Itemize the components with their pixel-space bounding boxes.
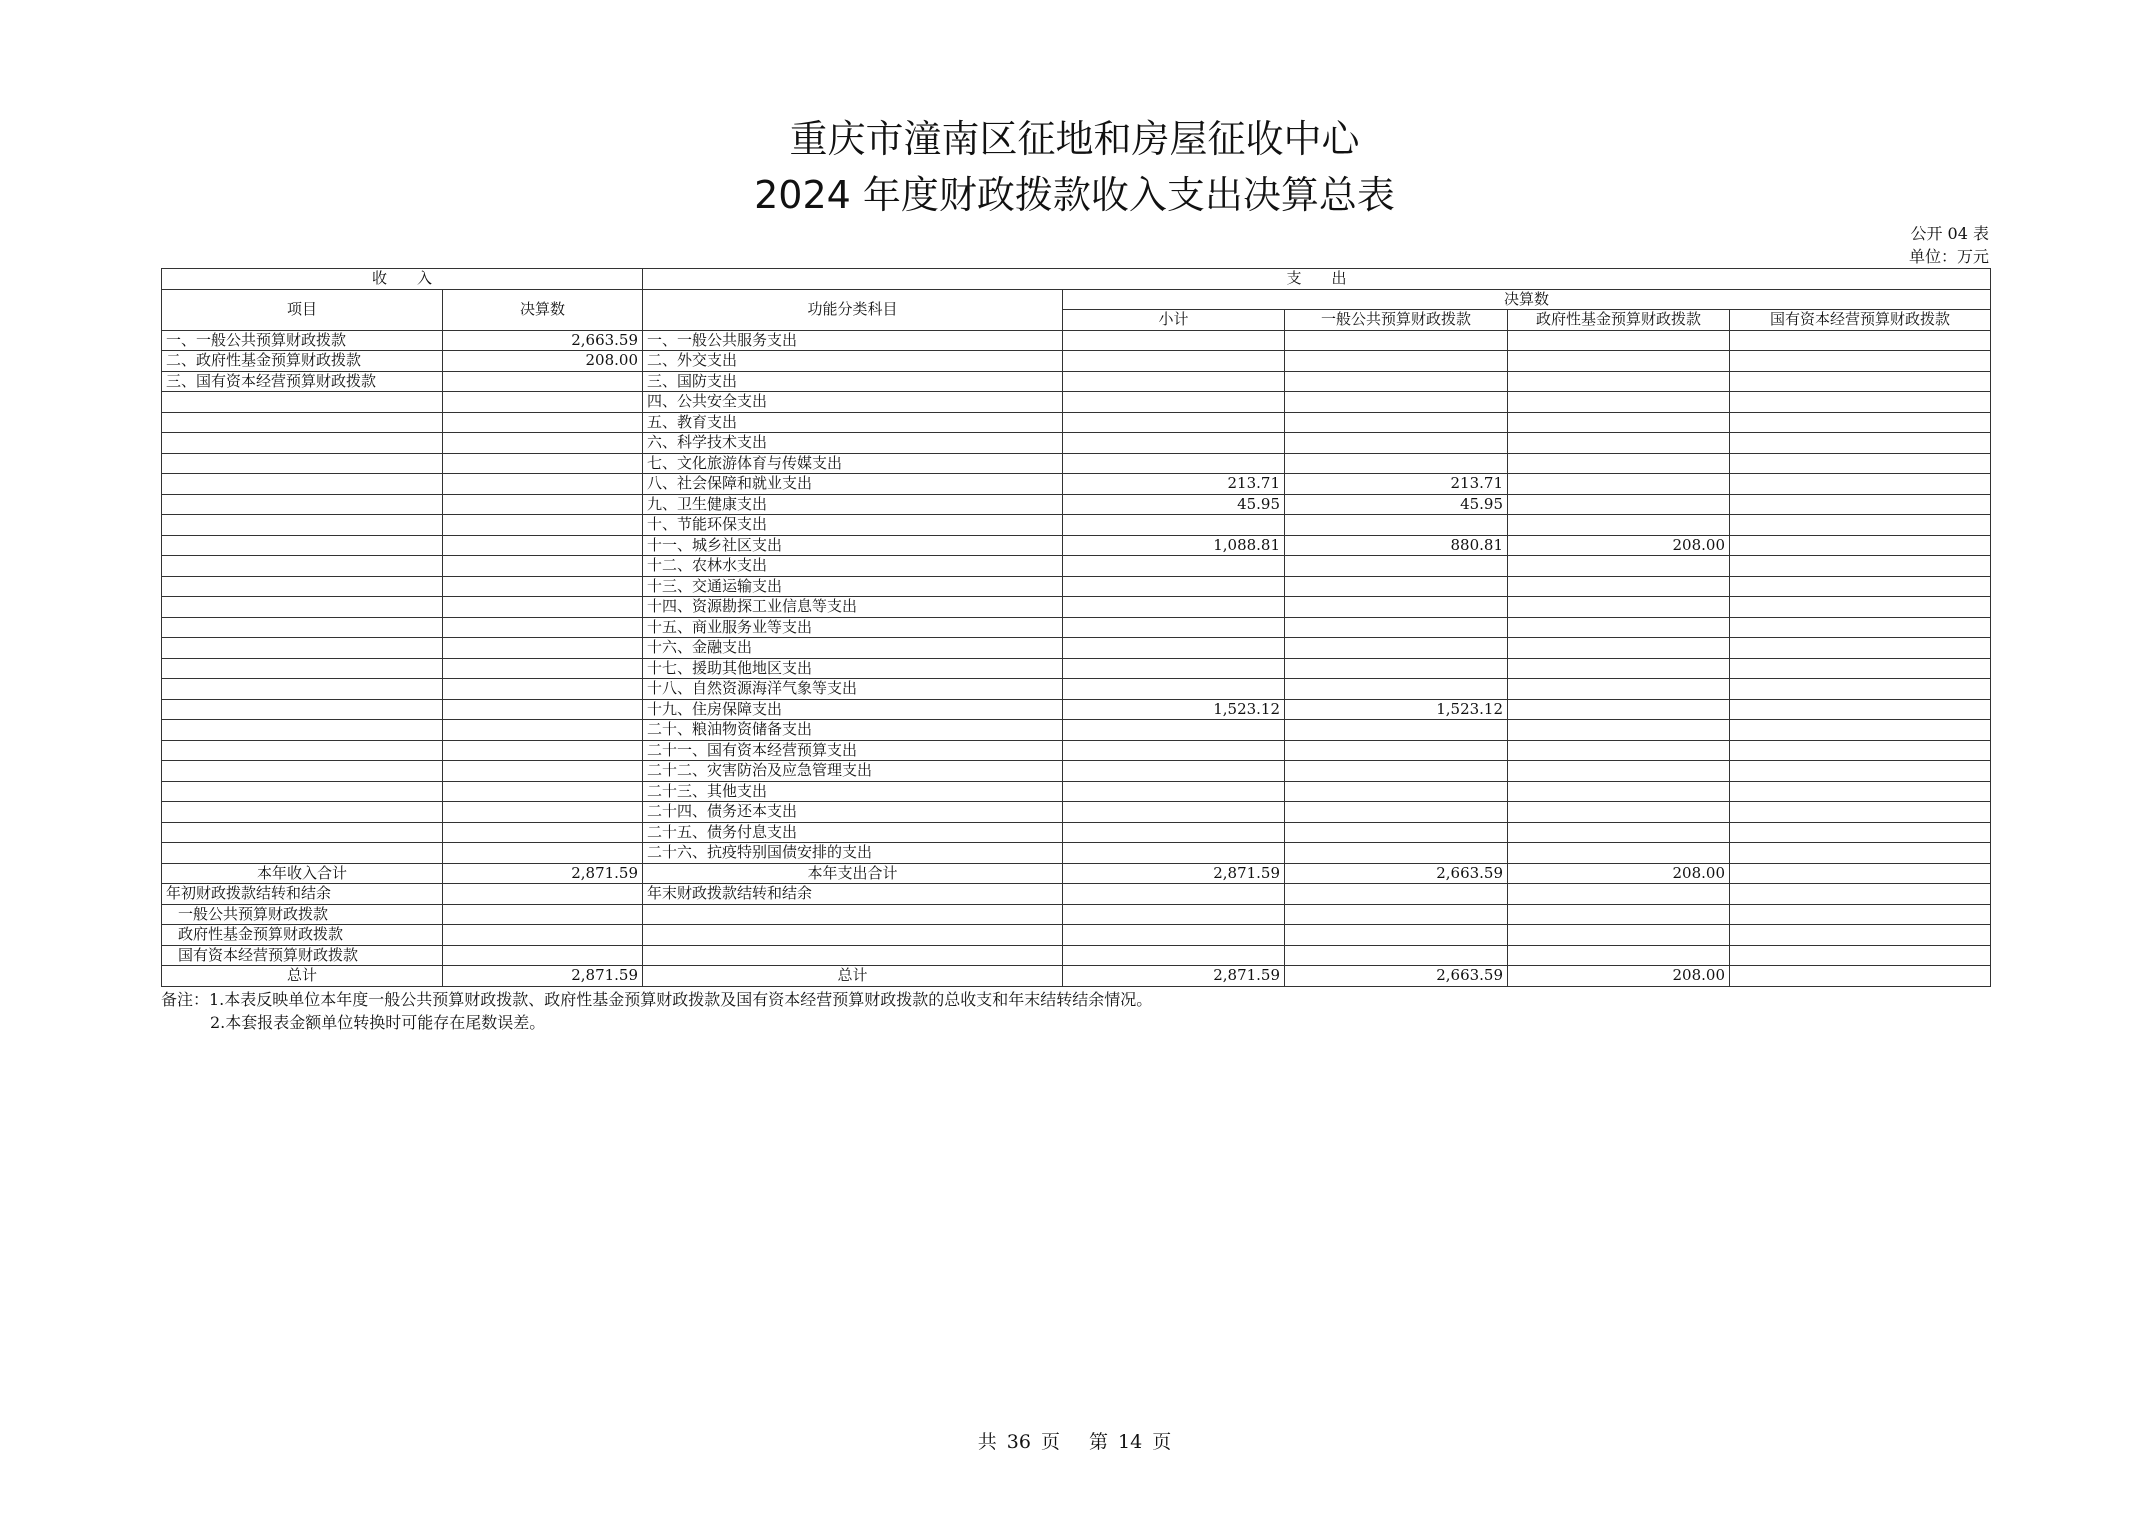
general-budget-cell bbox=[1285, 658, 1508, 679]
gov-fund-cell bbox=[1508, 392, 1730, 413]
table-row bbox=[162, 330, 1991, 351]
state-capital-cell bbox=[1730, 474, 1991, 495]
income-item-cell bbox=[162, 474, 443, 495]
subtotal-cell bbox=[1063, 638, 1285, 659]
gov-fund-cell bbox=[1508, 330, 1730, 351]
col-header-subtotal: 小计 bbox=[1063, 310, 1285, 331]
expense-total-subtotal: 2,871.59 bbox=[1063, 863, 1285, 884]
income-amount-cell bbox=[443, 392, 643, 413]
table-row bbox=[162, 679, 1991, 700]
carry-in-sub-amount bbox=[443, 904, 643, 925]
gov-fund-cell bbox=[1508, 699, 1730, 720]
gov-fund-cell bbox=[1508, 556, 1730, 577]
expense-section-header: 支 出 bbox=[643, 269, 1991, 290]
subtotal-cell: 1,523.12 bbox=[1063, 699, 1285, 720]
income-amount-cell bbox=[443, 617, 643, 638]
general-budget-cell bbox=[1285, 843, 1508, 864]
general-budget-cell bbox=[1285, 330, 1508, 351]
function-category-cell: 二十五、债务付息支出 bbox=[643, 822, 1063, 843]
subtotal-cell bbox=[1063, 658, 1285, 679]
general-budget-cell: 1,523.12 bbox=[1285, 699, 1508, 720]
header-row-columns bbox=[162, 289, 1991, 310]
state-capital-cell bbox=[1730, 330, 1991, 351]
carry-in-sub-amount bbox=[443, 945, 643, 966]
carry-in-subrow bbox=[162, 925, 1991, 946]
subtotal-cell bbox=[1063, 740, 1285, 761]
function-category-cell: 二、外交支出 bbox=[643, 351, 1063, 372]
gov-fund-cell bbox=[1508, 351, 1730, 372]
empty-cell bbox=[643, 925, 1063, 946]
general-budget-cell bbox=[1285, 576, 1508, 597]
carry-out-value bbox=[1508, 884, 1730, 905]
subtotal-cell bbox=[1063, 453, 1285, 474]
table-row bbox=[162, 699, 1991, 720]
income-item-cell bbox=[162, 638, 443, 659]
empty-cell bbox=[1730, 904, 1991, 925]
general-budget-cell bbox=[1285, 720, 1508, 741]
income-amount-cell bbox=[443, 576, 643, 597]
function-category-cell: 十七、援助其他地区支出 bbox=[643, 658, 1063, 679]
grand-total-label-expense: 总计 bbox=[643, 966, 1063, 987]
state-capital-cell bbox=[1730, 802, 1991, 823]
income-amount-cell bbox=[443, 535, 643, 556]
income-item-cell bbox=[162, 453, 443, 474]
empty-cell bbox=[1063, 925, 1285, 946]
function-category-cell: 二十一、国有资本经营预算支出 bbox=[643, 740, 1063, 761]
subtotal-cell bbox=[1063, 412, 1285, 433]
col-header-amount: 决算数 bbox=[443, 289, 643, 330]
function-category-cell: 九、卫生健康支出 bbox=[643, 494, 1063, 515]
table-row bbox=[162, 412, 1991, 433]
table-row bbox=[162, 720, 1991, 741]
general-budget-cell bbox=[1285, 761, 1508, 782]
income-amount-cell bbox=[443, 740, 643, 761]
table-row bbox=[162, 802, 1991, 823]
subtotal-cell bbox=[1063, 617, 1285, 638]
income-item-cell bbox=[162, 761, 443, 782]
empty-cell bbox=[1285, 945, 1508, 966]
state-capital-cell bbox=[1730, 781, 1991, 802]
grand-total-label-income: 总计 bbox=[162, 966, 443, 987]
state-capital-cell bbox=[1730, 679, 1991, 700]
grand-total-income: 2,871.59 bbox=[443, 966, 643, 987]
form-number: 公开 04 表 bbox=[1910, 224, 1989, 243]
table-row bbox=[162, 781, 1991, 802]
subtotal-cell bbox=[1063, 371, 1285, 392]
empty-cell bbox=[1063, 904, 1285, 925]
state-capital-cell bbox=[1730, 371, 1991, 392]
income-amount-cell bbox=[443, 597, 643, 618]
income-item-cell bbox=[162, 720, 443, 741]
carry-in-subrow bbox=[162, 904, 1991, 925]
income-amount-cell bbox=[443, 658, 643, 679]
empty-cell bbox=[1730, 945, 1991, 966]
income-amount-cell bbox=[443, 802, 643, 823]
gov-fund-cell bbox=[1508, 843, 1730, 864]
table-row bbox=[162, 474, 1991, 495]
state-capital-cell bbox=[1730, 638, 1991, 659]
subtotal-cell bbox=[1063, 802, 1285, 823]
unit-label: 单位：万元 bbox=[1908, 247, 1989, 266]
table-row bbox=[162, 371, 1991, 392]
function-category-cell: 十二、农林水支出 bbox=[643, 556, 1063, 577]
gov-fund-cell bbox=[1508, 658, 1730, 679]
gov-fund-cell bbox=[1508, 371, 1730, 392]
empty-cell bbox=[1508, 945, 1730, 966]
income-item-cell bbox=[162, 392, 443, 413]
general-budget-cell bbox=[1285, 371, 1508, 392]
gov-fund-cell bbox=[1508, 494, 1730, 515]
general-budget-cell: 45.95 bbox=[1285, 494, 1508, 515]
carry-out-label: 年末财政拨款结转和结余 bbox=[643, 884, 1063, 905]
carry-in-sub-label: 国有资本经营预算财政拨款 bbox=[162, 945, 443, 966]
col-header-state-capital: 国有资本经营预算财政拨款 bbox=[1730, 310, 1991, 331]
function-category-cell: 二十三、其他支出 bbox=[643, 781, 1063, 802]
carry-out-value bbox=[1730, 884, 1991, 905]
carry-in-amount bbox=[443, 884, 643, 905]
function-category-cell: 八、社会保障和就业支出 bbox=[643, 474, 1063, 495]
grand-total-state-capital bbox=[1730, 966, 1991, 987]
income-amount-cell bbox=[443, 679, 643, 700]
general-budget-cell bbox=[1285, 351, 1508, 372]
function-category-cell: 十六、金融支出 bbox=[643, 638, 1063, 659]
state-capital-cell bbox=[1730, 658, 1991, 679]
state-capital-cell bbox=[1730, 535, 1991, 556]
col-header-item: 项目 bbox=[162, 289, 443, 330]
page-title: 重庆市潼南区征地和房屋征收中心 bbox=[789, 117, 1360, 161]
function-category-cell: 二十四、债务还本支出 bbox=[643, 802, 1063, 823]
state-capital-cell bbox=[1730, 453, 1991, 474]
subtotal-cell bbox=[1063, 822, 1285, 843]
income-amount-cell bbox=[443, 433, 643, 454]
budget-table bbox=[161, 268, 1991, 987]
income-item-cell bbox=[162, 658, 443, 679]
income-item-cell bbox=[162, 412, 443, 433]
income-section-header: 收 入 bbox=[162, 269, 643, 290]
empty-cell bbox=[1063, 945, 1285, 966]
gov-fund-cell bbox=[1508, 638, 1730, 659]
income-item-cell bbox=[162, 576, 443, 597]
grand-total-general: 2,663.59 bbox=[1285, 966, 1508, 987]
gov-fund-cell bbox=[1508, 740, 1730, 761]
expense-total-label: 本年支出合计 bbox=[643, 863, 1063, 884]
subtotal-cell bbox=[1063, 392, 1285, 413]
income-amount-cell bbox=[443, 494, 643, 515]
function-category-cell: 三、国防支出 bbox=[643, 371, 1063, 392]
function-category-cell: 二十二、灾害防治及应急管理支出 bbox=[643, 761, 1063, 782]
gov-fund-cell bbox=[1508, 453, 1730, 474]
subtotal-cell bbox=[1063, 433, 1285, 454]
general-budget-cell bbox=[1285, 822, 1508, 843]
state-capital-cell bbox=[1730, 392, 1991, 413]
gov-fund-cell bbox=[1508, 412, 1730, 433]
income-total-label: 本年收入合计 bbox=[162, 863, 443, 884]
state-capital-cell bbox=[1730, 515, 1991, 536]
gov-fund-cell bbox=[1508, 802, 1730, 823]
general-budget-cell bbox=[1285, 433, 1508, 454]
state-capital-cell bbox=[1730, 412, 1991, 433]
state-capital-cell bbox=[1730, 433, 1991, 454]
function-category-cell: 六、科学技术支出 bbox=[643, 433, 1063, 454]
state-capital-cell bbox=[1730, 740, 1991, 761]
income-amount-cell bbox=[443, 720, 643, 741]
income-item-cell bbox=[162, 433, 443, 454]
table-row bbox=[162, 515, 1991, 536]
general-budget-cell bbox=[1285, 740, 1508, 761]
note-line-1: 备注：1.本表反映单位本年度一般公共预算财政拨款、政府性基金预算财政拨款及国有资本经营预算财政拨款的总收支和年末结转结余情况。 bbox=[161, 990, 1153, 1009]
empty-cell bbox=[1730, 925, 1991, 946]
function-category-cell: 十九、住房保障支出 bbox=[643, 699, 1063, 720]
col-header-settle: 决算数 bbox=[1063, 289, 1991, 310]
gov-fund-cell bbox=[1508, 597, 1730, 618]
state-capital-cell bbox=[1730, 351, 1991, 372]
income-total-value: 2,871.59 bbox=[443, 863, 643, 884]
gov-fund-cell bbox=[1508, 822, 1730, 843]
function-category-cell: 十四、资源勘探工业信息等支出 bbox=[643, 597, 1063, 618]
carry-in-sub-amount bbox=[443, 925, 643, 946]
gov-fund-cell bbox=[1508, 617, 1730, 638]
function-category-cell: 一、一般公共服务支出 bbox=[643, 330, 1063, 351]
col-header-gov-fund: 政府性基金预算财政拨款 bbox=[1508, 310, 1730, 331]
general-budget-cell bbox=[1285, 617, 1508, 638]
table-row bbox=[162, 617, 1991, 638]
income-amount-cell bbox=[443, 556, 643, 577]
general-budget-cell bbox=[1285, 556, 1508, 577]
general-budget-cell bbox=[1285, 597, 1508, 618]
general-budget-cell: 880.81 bbox=[1285, 535, 1508, 556]
income-item-cell bbox=[162, 740, 443, 761]
table-row bbox=[162, 576, 1991, 597]
note-line-2: 2.本套报表金额单位转换时可能存在尾数误差。 bbox=[210, 1013, 546, 1032]
general-budget-cell: 213.71 bbox=[1285, 474, 1508, 495]
function-category-cell: 二十、粮油物资储备支出 bbox=[643, 720, 1063, 741]
gov-fund-cell bbox=[1508, 720, 1730, 741]
general-budget-cell bbox=[1285, 392, 1508, 413]
table-row bbox=[162, 351, 1991, 372]
carry-in-label: 年初财政拨款结转和结余 bbox=[162, 884, 443, 905]
subtotal-cell bbox=[1063, 781, 1285, 802]
income-amount-cell: 2,663.59 bbox=[443, 330, 643, 351]
grand-total-subtotal: 2,871.59 bbox=[1063, 966, 1285, 987]
table-row bbox=[162, 822, 1991, 843]
income-item-cell bbox=[162, 699, 443, 720]
income-item-cell bbox=[162, 679, 443, 700]
function-category-cell: 二十六、抗疫特别国债安排的支出 bbox=[643, 843, 1063, 864]
income-item-cell bbox=[162, 802, 443, 823]
state-capital-cell bbox=[1730, 494, 1991, 515]
table-row bbox=[162, 761, 1991, 782]
notes bbox=[161, 988, 1152, 1034]
subtotal-cell bbox=[1063, 720, 1285, 741]
income-item-cell: 一、一般公共预算财政拨款 bbox=[162, 330, 443, 351]
expense-total-gov-fund: 208.00 bbox=[1508, 863, 1730, 884]
income-item-cell bbox=[162, 843, 443, 864]
expense-total-state-capital bbox=[1730, 863, 1991, 884]
general-budget-cell bbox=[1285, 781, 1508, 802]
income-item-cell bbox=[162, 556, 443, 577]
income-amount-cell bbox=[443, 843, 643, 864]
income-amount-cell: 208.00 bbox=[443, 351, 643, 372]
table-row bbox=[162, 392, 1991, 413]
function-category-cell: 十八、自然资源海洋气象等支出 bbox=[643, 679, 1063, 700]
general-budget-cell bbox=[1285, 802, 1508, 823]
state-capital-cell bbox=[1730, 576, 1991, 597]
gov-fund-cell: 208.00 bbox=[1508, 535, 1730, 556]
income-amount-cell bbox=[443, 638, 643, 659]
state-capital-cell bbox=[1730, 597, 1991, 618]
col-header-func: 功能分类科目 bbox=[643, 289, 1063, 330]
empty-cell bbox=[643, 945, 1063, 966]
grand-total-row bbox=[162, 966, 1991, 987]
table-row bbox=[162, 453, 1991, 474]
function-category-cell: 四、公共安全支出 bbox=[643, 392, 1063, 413]
empty-cell bbox=[1285, 925, 1508, 946]
income-item-cell bbox=[162, 535, 443, 556]
income-item-cell: 三、国有资本经营预算财政拨款 bbox=[162, 371, 443, 392]
subtotal-cell bbox=[1063, 761, 1285, 782]
state-capital-cell bbox=[1730, 822, 1991, 843]
subtotal-cell bbox=[1063, 330, 1285, 351]
gov-fund-cell bbox=[1508, 761, 1730, 782]
table-row bbox=[162, 638, 1991, 659]
function-category-cell: 十、节能环保支出 bbox=[643, 515, 1063, 536]
empty-cell bbox=[1285, 904, 1508, 925]
gov-fund-cell bbox=[1508, 781, 1730, 802]
grand-total-gov-fund: 208.00 bbox=[1508, 966, 1730, 987]
income-item-cell bbox=[162, 597, 443, 618]
table-row bbox=[162, 494, 1991, 515]
gov-fund-cell bbox=[1508, 679, 1730, 700]
income-item-cell bbox=[162, 515, 443, 536]
function-category-cell: 十一、城乡社区支出 bbox=[643, 535, 1063, 556]
income-amount-cell bbox=[443, 453, 643, 474]
subtotal-cell bbox=[1063, 576, 1285, 597]
subtotal-cell: 45.95 bbox=[1063, 494, 1285, 515]
subtotal-cell bbox=[1063, 597, 1285, 618]
empty-cell bbox=[643, 904, 1063, 925]
function-category-cell: 七、文化旅游体育与传媒支出 bbox=[643, 453, 1063, 474]
general-budget-cell bbox=[1285, 638, 1508, 659]
carry-in-sub-label: 一般公共预算财政拨款 bbox=[162, 904, 443, 925]
subtotal-cell bbox=[1063, 515, 1285, 536]
general-budget-cell bbox=[1285, 453, 1508, 474]
table-row bbox=[162, 535, 1991, 556]
subtotal-cell bbox=[1063, 679, 1285, 700]
state-capital-cell bbox=[1730, 761, 1991, 782]
income-amount-cell bbox=[443, 822, 643, 843]
table-row bbox=[162, 597, 1991, 618]
income-amount-cell bbox=[443, 371, 643, 392]
table-row bbox=[162, 433, 1991, 454]
page-footer: 共 36 页 第 14 页 bbox=[977, 1431, 1172, 1453]
col-header-general: 一般公共预算财政拨款 bbox=[1285, 310, 1508, 331]
gov-fund-cell bbox=[1508, 515, 1730, 536]
page-subtitle: 2024 年度财政拨款收入支出决算总表 bbox=[754, 173, 1395, 217]
income-amount-cell bbox=[443, 699, 643, 720]
carry-in-subrow bbox=[162, 945, 1991, 966]
subtotal-cell bbox=[1063, 351, 1285, 372]
general-budget-cell bbox=[1285, 515, 1508, 536]
income-item-cell bbox=[162, 781, 443, 802]
income-item-cell bbox=[162, 617, 443, 638]
income-amount-cell bbox=[443, 781, 643, 802]
state-capital-cell bbox=[1730, 720, 1991, 741]
carry-over-row bbox=[162, 884, 1991, 905]
general-budget-cell bbox=[1285, 412, 1508, 433]
state-capital-cell bbox=[1730, 617, 1991, 638]
carry-out-value bbox=[1285, 884, 1508, 905]
function-category-cell: 十三、交通运输支出 bbox=[643, 576, 1063, 597]
subtotal-cell: 213.71 bbox=[1063, 474, 1285, 495]
income-item-cell bbox=[162, 822, 443, 843]
state-capital-cell bbox=[1730, 843, 1991, 864]
general-budget-cell bbox=[1285, 679, 1508, 700]
empty-cell bbox=[1508, 925, 1730, 946]
gov-fund-cell bbox=[1508, 474, 1730, 495]
gov-fund-cell bbox=[1508, 576, 1730, 597]
state-capital-cell bbox=[1730, 556, 1991, 577]
table-row bbox=[162, 556, 1991, 577]
gov-fund-cell bbox=[1508, 433, 1730, 454]
state-capital-cell bbox=[1730, 699, 1991, 720]
expense-total-general: 2,663.59 bbox=[1285, 863, 1508, 884]
table-row bbox=[162, 658, 1991, 679]
income-amount-cell bbox=[443, 515, 643, 536]
income-item-cell bbox=[162, 494, 443, 515]
table-row bbox=[162, 740, 1991, 761]
income-amount-cell bbox=[443, 412, 643, 433]
header-row-sections bbox=[162, 269, 1991, 290]
table-row bbox=[162, 843, 1991, 864]
subtotal-cell bbox=[1063, 843, 1285, 864]
income-amount-cell bbox=[443, 474, 643, 495]
function-category-cell: 五、教育支出 bbox=[643, 412, 1063, 433]
carry-out-value bbox=[1063, 884, 1285, 905]
year-total-row bbox=[162, 863, 1991, 884]
income-item-cell: 二、政府性基金预算财政拨款 bbox=[162, 351, 443, 372]
subtotal-cell: 1,088.81 bbox=[1063, 535, 1285, 556]
function-category-cell: 十五、商业服务业等支出 bbox=[643, 617, 1063, 638]
subtotal-cell bbox=[1063, 556, 1285, 577]
income-amount-cell bbox=[443, 761, 643, 782]
carry-in-sub-label: 政府性基金预算财政拨款 bbox=[162, 925, 443, 946]
empty-cell bbox=[1508, 904, 1730, 925]
